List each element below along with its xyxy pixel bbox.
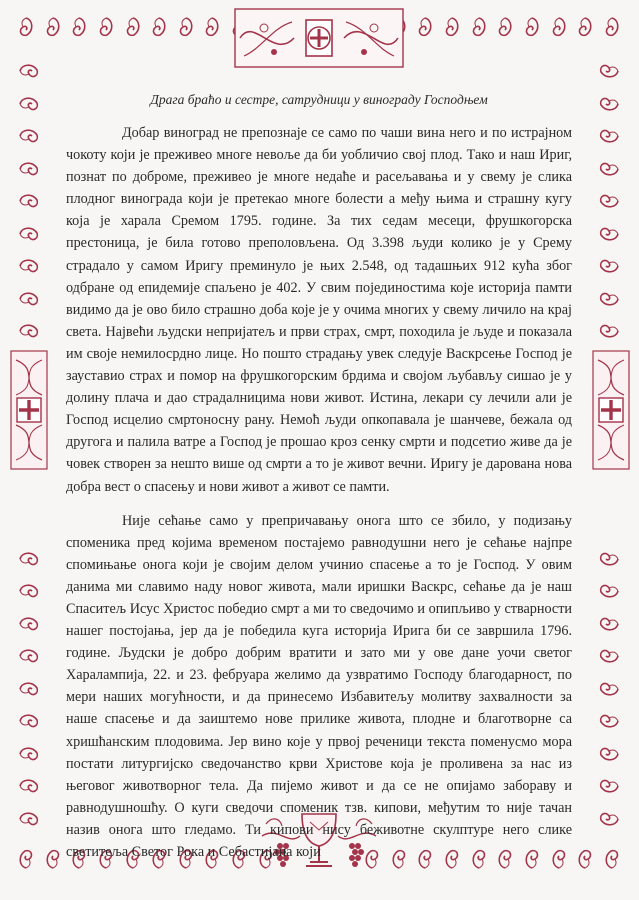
paisley-scroll-icon	[19, 775, 39, 797]
cross-panel-icon	[592, 350, 630, 470]
paisley-scroll-icon	[602, 16, 622, 38]
paisley-scroll-icon	[599, 223, 619, 245]
paisley-scroll-icon	[19, 808, 39, 830]
paisley-scroll-icon	[19, 125, 39, 147]
paisley-scroll-icon	[599, 125, 619, 147]
paisley-scroll-icon	[69, 16, 89, 38]
paragraph-2: Није сећање само у препричавању онога што се збило, у подизању споменика пред којима временом постајемо равнодушни него је сећање најпре спомињање онога који је својим делом учинио спасење а то је Господ. У овим данима ми славимо наду новог живота, мали иришки Васкрс, сећање да је наш Спаситељ Исус Христос победио смрт а ми то сведочимо и опипљиво у стварности нашег постојања, јер да је победила куга историја Ирига би се завршила 1796. године. Људски је добро добрим вратити и зато ми у ове дане уочи светог Харалампија, 22. и 23. фебруара желимо да узвратимо Господу благодарност, по мери наших могућности, и да принесемо Избавитељу молитву захвалности за наше спасење и да заиштемо нове прилике живота, плодне и благотворне са хришћанским плодовима. Јер вино које у првој реченици текста поменусмо мора постати литургијско сведочанство крви Христове која је проливена за нас из његовог животворног тела. Да пијемо живот и да се не опијамо забораву и равнодушношћу. О куги сведочи споменик тзв. кипови, међутим то није тачан назив онога што гледамо. Ти кипови нису беживотне скулптуре него слике светитеља Светог Рока и Себастијана који	[66, 512, 572, 860]
paisley-scroll-icon	[599, 320, 619, 342]
paisley-scroll-icon	[19, 60, 39, 82]
paragraph-1: Добар виноград не препознаје се само по чаши вина него и по истрајном чокоту који је преживео многе невоље да би уобличио свој плод. Тако и наш Ириг, познат по доброме, преживео је многе недаће и расељавања и у свему је слика плодног винограда који је претекао многе болести а међу њима и страшну кугу која је харала Сремом 1795. године. За тих седам месеци, фрушкогорска престоница, је била готово преполовљена. Од 3.398 људи колико је у Срему страдало у самом Иригу преминулo је њих 2.548, од тадашњих 912 кућа због одбране од епидемије спаљено је 402. У свим појединостима које историја памти видимо да је ово било страшно доба које је у очима многих у свему личило на крај света. Највећи људски непријатељ и први страх, смрт, походила је људе и показала им своје немилосрдно лице. Но пошто страдању увек следује Васкрсење Господ је зауставио страх и помор на фрушкогорским брдима и својом љубављу сишао је у долину плача и дао страдалницима нови живот. Истина, лекари су лечили али је Господ исцелио смртоносну рану. Немоћ људи опкопавала је шанчеве, бежала од другога и палила ватре а Господ је прошао кроз сенку смрти и подсетио живе да је човек створен за нешто више од смрти а то је живот вечни. Иригу је дарована нова добра вест о спасењу и нови живот а живот се памти.	[66, 125, 572, 495]
paisley-scroll-icon	[202, 16, 222, 38]
paisley-scroll-icon	[19, 320, 39, 342]
paisley-scroll-icon	[522, 16, 542, 38]
paisley-scroll-icon	[123, 16, 143, 38]
paisley-scroll-icon	[442, 16, 462, 38]
paisley-scroll-icon	[96, 16, 116, 38]
letter-body	[66, 92, 572, 863]
paisley-scroll-icon	[16, 848, 36, 870]
paisley-scroll-icon	[599, 158, 619, 180]
paisley-scroll-icon	[43, 848, 63, 870]
paisley-scroll-icon	[575, 848, 595, 870]
paisley-scroll-icon	[16, 16, 36, 38]
paisley-scroll-icon	[19, 743, 39, 765]
paisley-scroll-icon	[599, 678, 619, 700]
cross-panel-icon	[10, 350, 48, 470]
paisley-scroll-icon	[149, 16, 169, 38]
paisley-scroll-icon	[19, 678, 39, 700]
paisley-scroll-icon	[602, 848, 622, 870]
paisley-scroll-icon	[19, 548, 39, 570]
paisley-scroll-icon	[599, 255, 619, 277]
paisley-scroll-icon	[599, 580, 619, 602]
paisley-scroll-icon	[599, 288, 619, 310]
paisley-scroll-icon	[469, 16, 489, 38]
paisley-scroll-icon	[599, 613, 619, 635]
paisley-scroll-icon	[19, 613, 39, 635]
paisley-scroll-icon	[549, 16, 569, 38]
paisley-scroll-icon	[19, 223, 39, 245]
paisley-scroll-icon	[19, 158, 39, 180]
paisley-scroll-icon	[599, 548, 619, 570]
paisley-scroll-icon	[599, 93, 619, 115]
paisley-scroll-icon	[19, 710, 39, 732]
salutation: Драга браћо и сестре, сатрудници у винограду Господњем	[150, 92, 488, 107]
paisley-scroll-icon	[599, 808, 619, 830]
paisley-scroll-icon	[19, 93, 39, 115]
paisley-scroll-icon	[599, 775, 619, 797]
cross-vine-ornament-icon	[234, 8, 404, 68]
paisley-scroll-icon	[599, 645, 619, 667]
paisley-scroll-icon	[19, 288, 39, 310]
paisley-scroll-icon	[599, 743, 619, 765]
paisley-scroll-icon	[415, 16, 435, 38]
paisley-scroll-icon	[599, 710, 619, 732]
paisley-scroll-icon	[599, 60, 619, 82]
paisley-scroll-icon	[495, 16, 515, 38]
paisley-scroll-icon	[43, 16, 63, 38]
paisley-scroll-icon	[176, 16, 196, 38]
paisley-scroll-icon	[19, 190, 39, 212]
paisley-scroll-icon	[575, 16, 595, 38]
paisley-scroll-icon	[19, 255, 39, 277]
paisley-scroll-icon	[19, 580, 39, 602]
paisley-scroll-icon	[599, 190, 619, 212]
paisley-scroll-icon	[19, 645, 39, 667]
